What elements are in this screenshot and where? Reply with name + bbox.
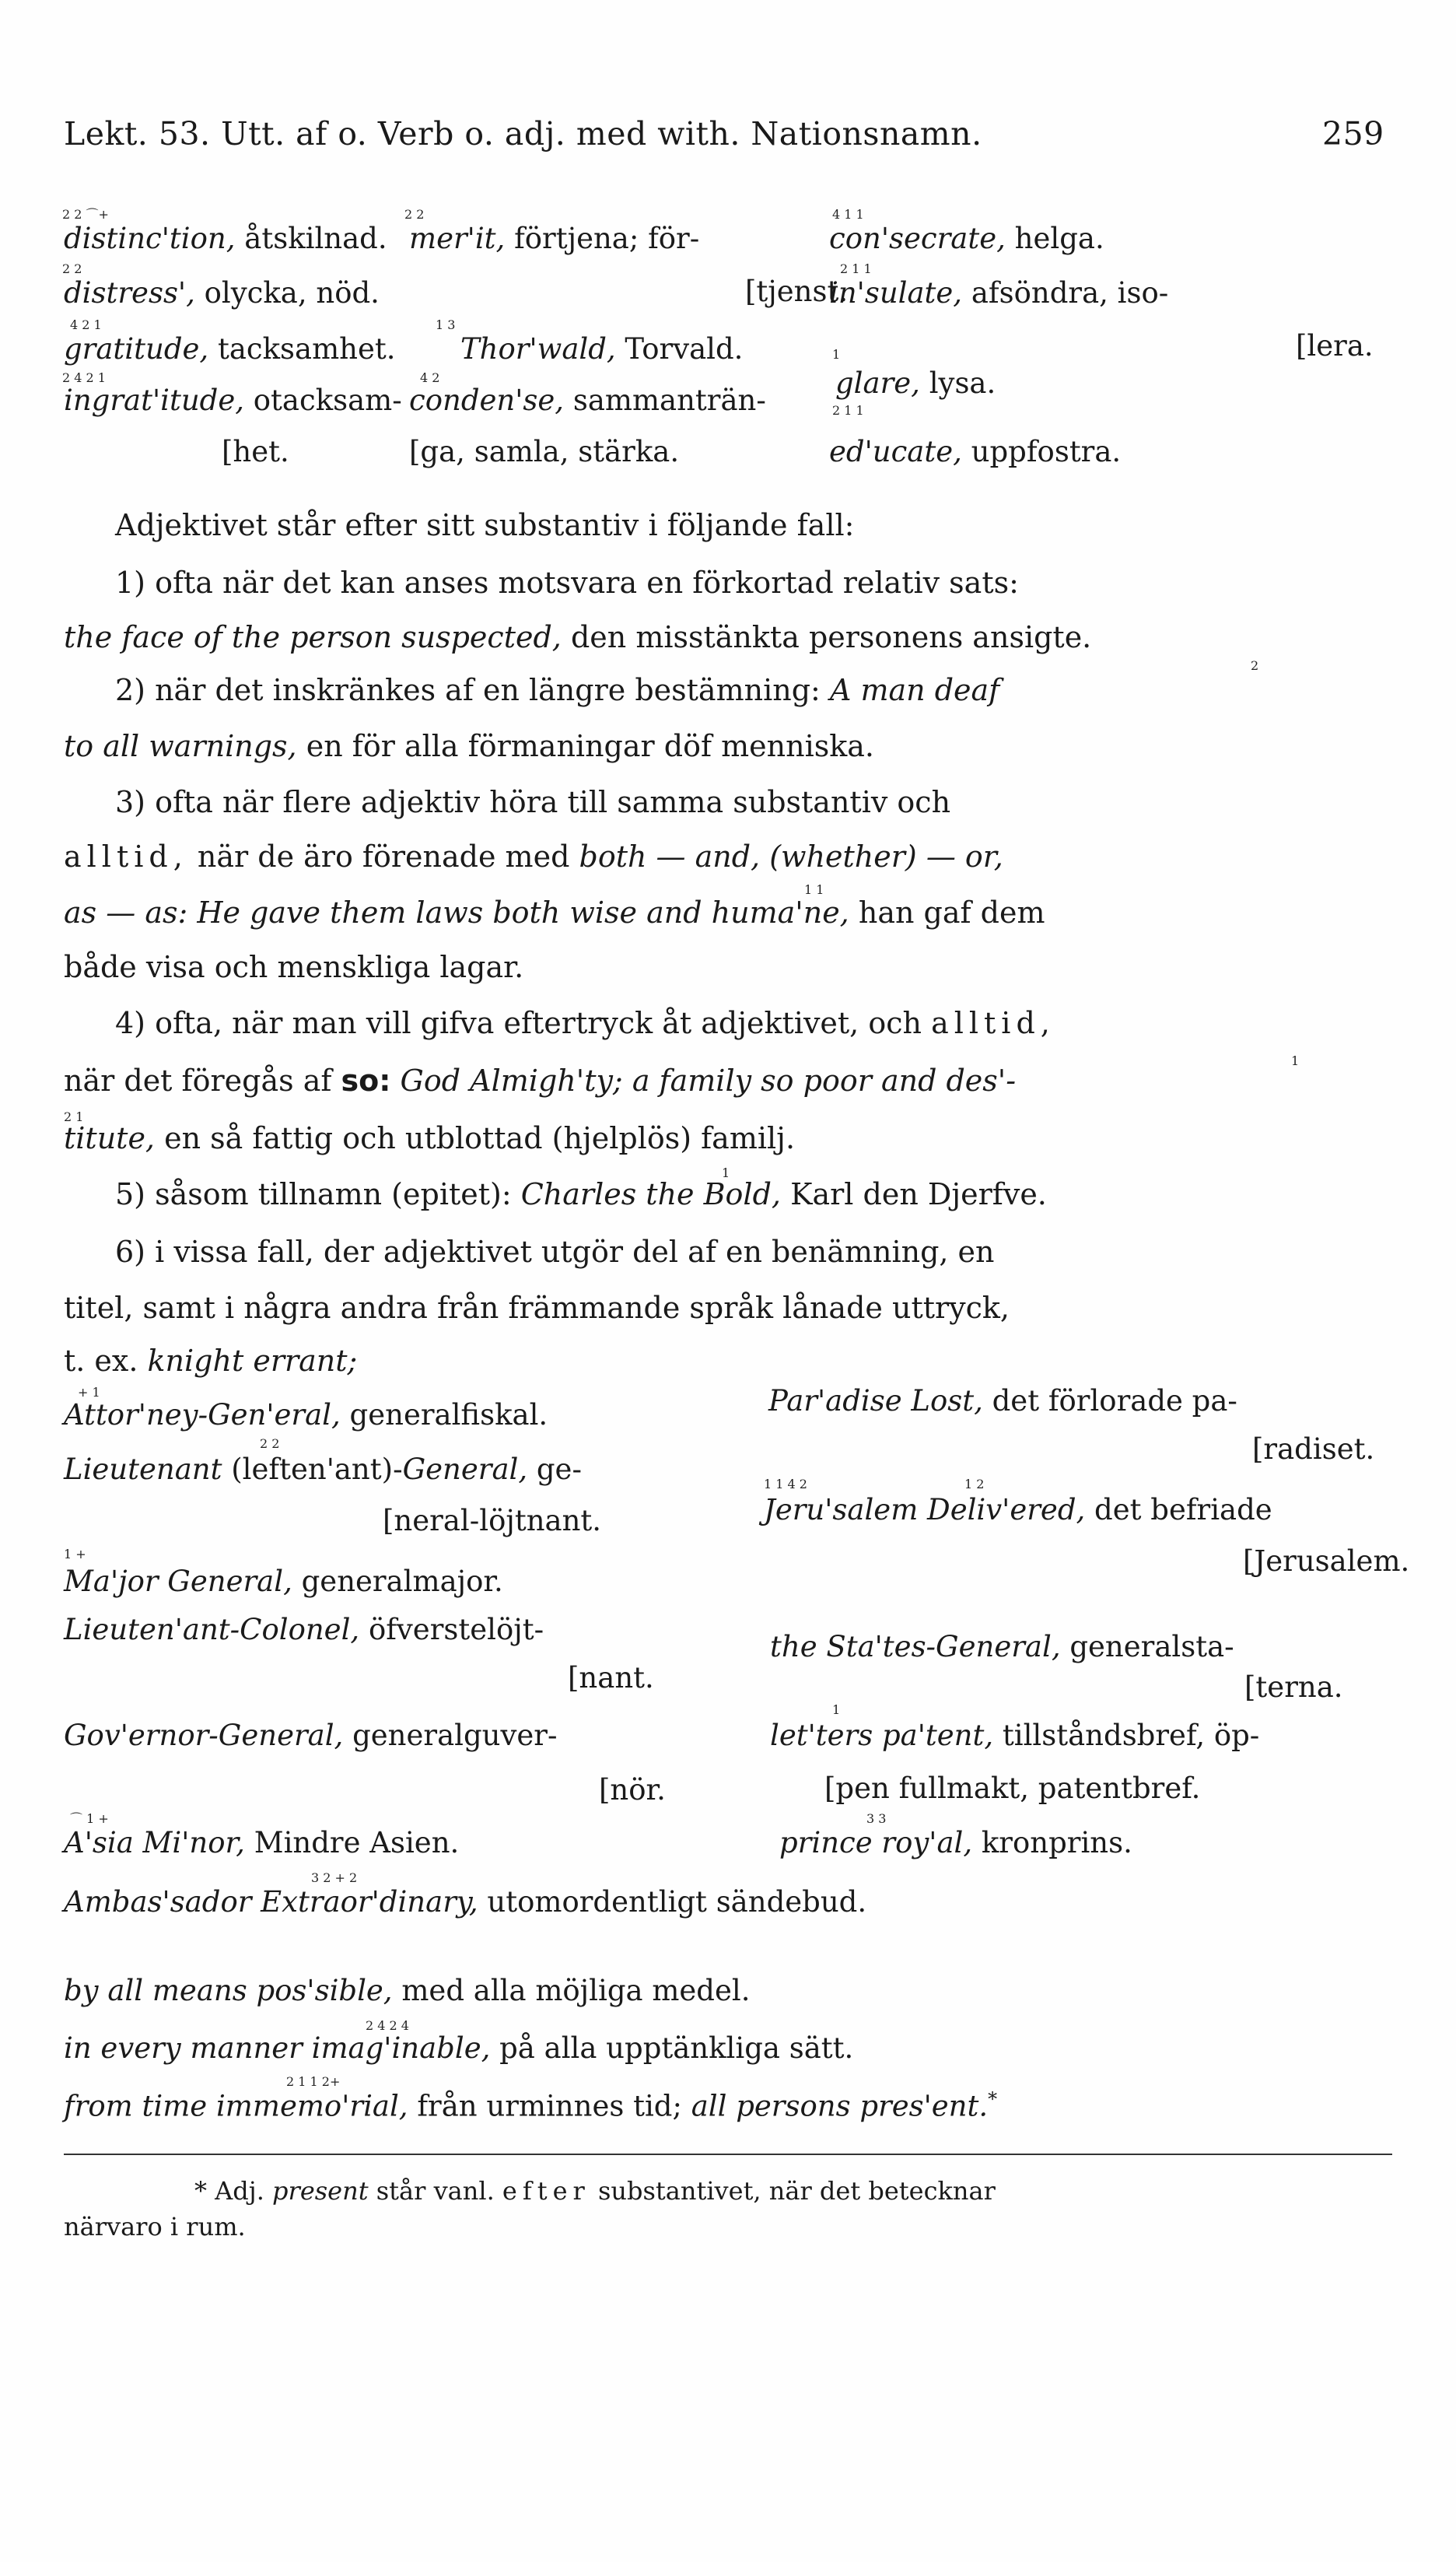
title-entry: let'ters pa'tent, tillståndsbref, öp-	[770, 1719, 1260, 1752]
accent-mark: 2 1 1	[832, 403, 864, 418]
vocab-continuation: [het.	[222, 435, 289, 468]
accent-mark: 1	[1291, 1053, 1300, 1068]
accent-mark: 2 2	[404, 207, 425, 222]
accent-mark: 3 3	[866, 1811, 887, 1826]
vocab-entry: con'secrate, helga.	[829, 222, 1104, 255]
running-header: Lekt. 53. Utt. af o. Verb o. adj. med with. Nationsnamn.	[64, 115, 982, 152]
phrase-entry: in every manner imag'inable, på alla upptänkliga sätt.	[64, 2031, 854, 2065]
rule-4-example: titute, en så fattig och utblottad (hjelplös) familj.	[64, 1121, 796, 1155]
title-entry: Lieutenant (leften'ant)-General, ge-	[64, 1453, 582, 1486]
rule-4-cont: när det föregås af so: God Almigh'ty; a family so poor and des'-	[64, 1064, 1017, 1098]
accent-mark: 1	[832, 1702, 841, 1717]
vocab-entry: distress', olycka, nöd.	[64, 276, 380, 310]
accent-mark: 2 2	[260, 1436, 280, 1451]
title-continuation: [neral-löjtnant.	[383, 1504, 602, 1537]
accent-mark: ⌒ 1 +	[70, 1811, 109, 1826]
accent-mark: 4 1 1	[832, 207, 864, 222]
accent-mark: 1 3	[436, 317, 456, 332]
rule-3-example: as — as: He gave them laws both wise and huma'ne, han gaf dem	[64, 895, 1045, 930]
footnote-rule	[64, 2154, 1392, 2155]
accent-mark: 1 2	[964, 1477, 985, 1491]
accent-mark: 2 2 ⌒+	[62, 207, 109, 222]
rule-6: 6) i vissa fall, der adjektivet utgör del af en benämning, en	[115, 1235, 995, 1269]
title-entry: Attor'ney-Gen'eral, generalfiskal.	[64, 1398, 548, 1432]
body-intro: Adjektivet står efter sitt substantiv i följande fall:	[115, 508, 855, 542]
title-entry: Ma'jor General, generalmajor.	[64, 1565, 503, 1598]
vocab-entry: in'sulate, afsöndra, iso-	[829, 276, 1169, 310]
vocab-entry: Thor'wald, Torvald.	[460, 332, 744, 366]
footnote-line-1: * Adj. present står vanl. efter substantivet, när det betecknar	[194, 2176, 996, 2206]
accent-mark: 1 1 4 2	[764, 1477, 807, 1491]
title-continuation: [nant.	[568, 1661, 654, 1695]
vocab-continuation: [tjenst.	[745, 275, 849, 308]
vocab-entry: mer'it, förtjena; för-	[409, 222, 700, 255]
title-entry: Gov'ernor-General, generalguver-	[64, 1719, 558, 1752]
accent-mark: 1 1	[804, 882, 824, 897]
title-entry: the Sta'tes-General, generalsta-	[770, 1630, 1234, 1663]
title-entry: A'sia Mi'nor, Mindre Asien.	[64, 1826, 460, 1859]
accent-mark: 2 4 2 1	[62, 370, 106, 385]
phrase-entry: from time immemo'rial, från urminnes tid; all persons pres'ent.*	[64, 2088, 998, 2123]
rule-6-example: t. ex. knight errant;	[64, 1344, 358, 1378]
title-entry: Par'adise Lost, det förlorade pa-	[768, 1384, 1237, 1418]
accent-mark: 2 1	[64, 1109, 84, 1124]
page-number: 259	[1322, 115, 1384, 152]
vocab-entry: conden'se, sammanträn-	[409, 384, 766, 417]
ambassador-entry: Ambas'sador Extraor'dinary, utomordentligt sändebud.	[64, 1885, 867, 1919]
vocab-entry: ed'ucate, uppfostra.	[829, 435, 1122, 468]
accent-mark: + 1	[78, 1385, 100, 1400]
accent-mark: 3 2 + 2	[311, 1870, 358, 1885]
accent-mark: 4 2	[420, 370, 440, 385]
rule-3: 3) ofta när flere adjektiv höra till samma substantiv och	[115, 785, 951, 819]
accent-mark: 1 +	[64, 1547, 86, 1561]
accent-mark: 2 1 1 2+	[286, 2074, 341, 2089]
vocab-continuation: [lera.	[1296, 329, 1374, 363]
rule-1: 1) ofta när det kan anses motsvara en förkortad relativ sats:	[115, 566, 1019, 600]
vocab-entry: ingrat'itude, otacksam-	[64, 384, 402, 417]
vocab-entry: gratitude, tacksamhet.	[64, 332, 396, 366]
phrase-entry: by all means pos'sible, med alla möjliga medel.	[64, 1974, 751, 2007]
accent-mark: 2 2	[62, 261, 82, 276]
rule-3-cont: alltid, när de äro förenade med both — and, (whether) — or,	[64, 839, 1003, 874]
footnote-line-2: närvaro i rum.	[64, 2212, 246, 2241]
title-continuation: [Jerusalem.	[1243, 1544, 1410, 1578]
vocab-continuation: [ga, samla, stärka.	[409, 435, 680, 468]
accent-mark: 2 1 1	[840, 261, 872, 276]
accent-mark: 1	[722, 1165, 730, 1180]
title-continuation: [radiset.	[1252, 1432, 1375, 1466]
title-entry: prince roy'al, kronprins.	[779, 1826, 1132, 1859]
rule-3-end: både visa och menskliga lagar.	[64, 950, 524, 984]
rule-5: 5) såsom tillnamn (epitet): Charles the Bold, Karl den Djerfve.	[115, 1177, 1047, 1211]
title-continuation: [nör.	[599, 1773, 666, 1807]
accent-mark: 1	[832, 347, 841, 362]
title-continuation: [terna.	[1244, 1670, 1343, 1704]
rule-4: 4) ofta, när man vill gifva eftertryck åt adjektivet, och alltid,	[115, 1006, 1055, 1040]
rule-2-cont: to all warnings, en för alla förmaningar döf menniska.	[64, 729, 874, 763]
vocab-entry: distinc'tion, åtskilnad.	[64, 222, 387, 255]
title-entry: Jeru'salem Deliv'ered, det befriade	[764, 1493, 1272, 1526]
rule-1-example: the face of the person suspected, den misstänkta personens ansigte.	[64, 620, 1092, 654]
title-continuation: [pen fullmakt, patentbref.	[824, 1772, 1201, 1805]
accent-mark: 2 4 2 4	[366, 2018, 409, 2033]
rule-2: 2) när det inskränkes af en längre bestämning: A man deaf	[115, 673, 1000, 707]
accent-mark: 2	[1251, 658, 1259, 673]
title-entry: Lieuten'ant-Colonel, öfverstelöjt-	[64, 1613, 544, 1646]
vocab-entry: glare, lysa.	[835, 366, 996, 400]
accent-mark: 4 2 1	[70, 317, 102, 332]
rule-6-cont: titel, samt i några andra från främmande språk lånade uttryck,	[64, 1291, 1010, 1325]
